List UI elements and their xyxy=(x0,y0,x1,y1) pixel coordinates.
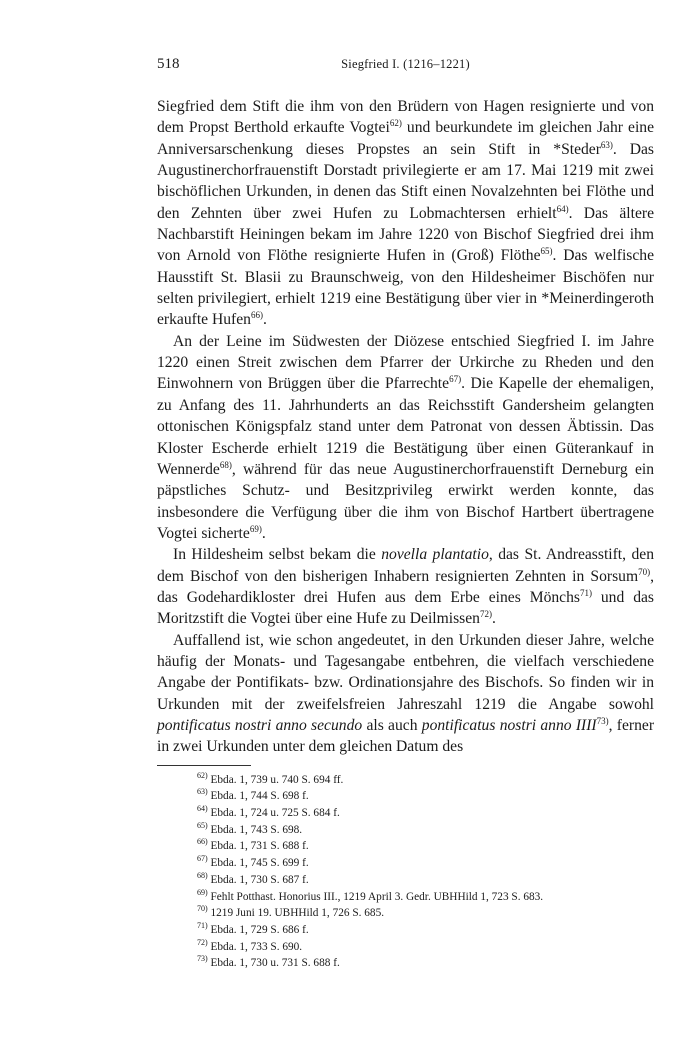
italic-phrase: pontificatus nostri anno IIII xyxy=(421,716,597,734)
footnote-item xyxy=(157,922,654,939)
footnote-reference: 71) xyxy=(579,587,592,598)
footnote-text: Ebda. 1, 743 S. 698. xyxy=(207,823,303,836)
footnote-mark: 68) xyxy=(197,871,208,881)
footnote-text: Ebda. 1, 730 u. 731 S. 688 f. xyxy=(207,957,340,970)
running-head xyxy=(157,56,654,80)
footnote-mark: 63) xyxy=(197,787,208,797)
paragraph-1 xyxy=(157,96,654,331)
footnote-item xyxy=(157,772,654,789)
footnote-mark: 67) xyxy=(197,854,208,864)
footnote-rule xyxy=(157,765,251,766)
footnote-item xyxy=(157,905,654,922)
text-run: Siegfried dem Stift die ihm von den Brüdern von Hagen resignierte und von dem Propst Berthold erkaufte Vogtei xyxy=(157,98,654,137)
text-run: Auffallend ist, wie schon angedeutet, in den Urkunden dieser Jahre, welche häufig der Monats- und Tagesangabe entbehren, die vielfach verschiedene Angabe der Pontifikats- bzw. Ordinationsjahre des Bischofs. So finden wir in Urkunden mit der zweifelsfreien Jahreszahl 1219 die Angabe sowohl xyxy=(157,631,654,713)
text-run: und das Moritzstift die Vogtei über eine Hufe zu Deilmissen xyxy=(157,588,654,628)
footnote-reference: 63) xyxy=(600,139,613,150)
text-run: , ferner in zwei Urkunden unter dem gleichen Datum des xyxy=(157,716,655,756)
text-run: , das St. Andreasstift, den dem Bischof von den bisherigen Inhabern resignierten Zehnten in Sorsum xyxy=(157,546,654,585)
footnote-text: Ebda. 1, 744 S. 698 f. xyxy=(207,790,309,803)
footnote-text: Ebda. 1, 731 S. 688 f. xyxy=(207,840,309,853)
text-run: . Das welfische Hausstift St. Blasii zu Braunschweig, von den Hildesheimer Bischöfen nur selten privilegiert, erhielt 1219 eine Bestätigung über vier in *Meinerdingeroth erkaufte Hufen xyxy=(157,247,654,329)
text-run: . xyxy=(261,524,266,542)
footnote-text: Ebda. 1, 730 S. 687 f. xyxy=(207,873,309,886)
footnote-reference: 68) xyxy=(219,459,232,470)
footnote-item xyxy=(157,855,654,872)
running-title: Siegfried I. (1216–1221) xyxy=(341,57,470,71)
footnote-reference: 64) xyxy=(556,203,569,214)
footnote-reference: 66) xyxy=(250,310,263,321)
footnote-mark: 66) xyxy=(197,837,208,847)
footnote-item xyxy=(157,838,654,855)
footnote-reference: 67) xyxy=(449,374,462,385)
footnote-reference: 73) xyxy=(596,715,609,726)
footnote-item xyxy=(157,805,654,822)
text-run: , während für das neue Augustinerchorfrauenstift Derneburg ein päpstliches Schutz- und Besitzprivileg erwirkt werden konnte, das insbesondere die Verfügung über die ihm von Bischof Hartbert übertragene Vogtei sicherte xyxy=(157,460,654,542)
footnote-item xyxy=(157,955,654,972)
footnote-text: Fehlt Potthast. Honorius III., 1219 April 3. Gedr. UBHHild 1, 723 S. 683. xyxy=(207,890,544,903)
footnotes xyxy=(157,772,654,972)
text-run: In Hildesheim selbst bekam die xyxy=(173,546,382,564)
text-run: . xyxy=(491,610,496,628)
footnote-item xyxy=(157,939,654,956)
footnote-text: Ebda. 1, 745 S. 699 f. xyxy=(207,857,309,870)
footnote-reference: 70) xyxy=(638,566,651,577)
paragraph-4 xyxy=(157,630,654,758)
footnote-item xyxy=(157,788,654,805)
text-run: . Das Augustinerchorfrauenstift Dorstadt privilegierte er am 17. Mai 1219 mit zwei bischöflichen Urkunden, in denen das Stift einen Novalzehnten bei Flöthe und den Zehnten über zwei Hufen zu Lobmachtersen erhielt xyxy=(157,140,654,222)
text-run: und beurkundete im gleichen Jahr eine Anniversarschenkung dieses Propstes an sein Stift in *Steder xyxy=(157,119,654,158)
footnote-reference: 69) xyxy=(249,523,262,534)
footnote-mark: 71) xyxy=(197,921,208,931)
footnote-text: Ebda. 1, 729 S. 686 f. xyxy=(207,923,309,936)
body-text xyxy=(157,96,654,758)
italic-phrase: novella plantatio xyxy=(381,546,489,564)
page-number: 518 xyxy=(157,56,180,72)
text-run: . Das ältere Nachbarstift Heiningen bekam im Jahre 1220 von Bischof Siegfried drei ihm von Arnold von Flöthe resignierte Hufen in (Groß) Flöthe xyxy=(157,204,654,265)
text-run: als auch xyxy=(362,716,422,734)
footnote-text: Ebda. 1, 733 S. 690. xyxy=(207,940,303,953)
footnote-mark: 72) xyxy=(197,937,208,947)
text-run: , das Godehardikloster drei Hufen aus dem Erbe eines Mönchs xyxy=(157,567,654,606)
footnote-item xyxy=(157,872,654,889)
footnote-reference: 62) xyxy=(389,118,402,129)
footnote-reference: 65) xyxy=(540,246,553,257)
footnote-mark: 69) xyxy=(197,887,208,897)
footnote-mark: 64) xyxy=(197,804,208,814)
text-run: . xyxy=(262,311,267,329)
footnote-item xyxy=(157,889,654,906)
footnote-reference: 72) xyxy=(479,609,492,620)
footnote-mark: 65) xyxy=(197,821,208,830)
paragraph-3 xyxy=(157,544,654,629)
text-run: An der Leine im Südwesten der Diözese entschied Siegfried I. im Jahre 1220 einen Streit zwischen dem Pfarrer der Urkirche zu Rheden und den Einwohnern von Brüggen über die Pfarrechte xyxy=(157,332,654,393)
footnote-item xyxy=(157,822,654,839)
footnote-mark: 73) xyxy=(197,954,208,964)
footnote-mark: 62) xyxy=(197,770,208,780)
footnote-mark: 70) xyxy=(197,904,208,914)
footnote-text: Ebda. 1, 739 u. 740 S. 694 ff. xyxy=(207,773,344,786)
footnote-text: 1219 Juni 19. UBHHild 1, 726 S. 685. xyxy=(207,907,385,920)
italic-phrase: pontificatus nostri anno secundo xyxy=(157,716,363,734)
footnote-text: Ebda. 1, 724 u. 725 S. 684 f. xyxy=(207,807,340,820)
text-run: . Die Kapelle der ehemaligen, zu Anfang des 11. Jahrhunderts an das Reichsstift Gandersheim gelangten ottonischen Königspfalz stand unter dem Patronat von dessen Äbtissin. Das Kloster Escherde erhielt 1219 die Bestätigung über einen Güterankauf in Wennerde xyxy=(157,375,654,478)
document-page xyxy=(157,56,654,972)
paragraph-2 xyxy=(157,331,654,544)
